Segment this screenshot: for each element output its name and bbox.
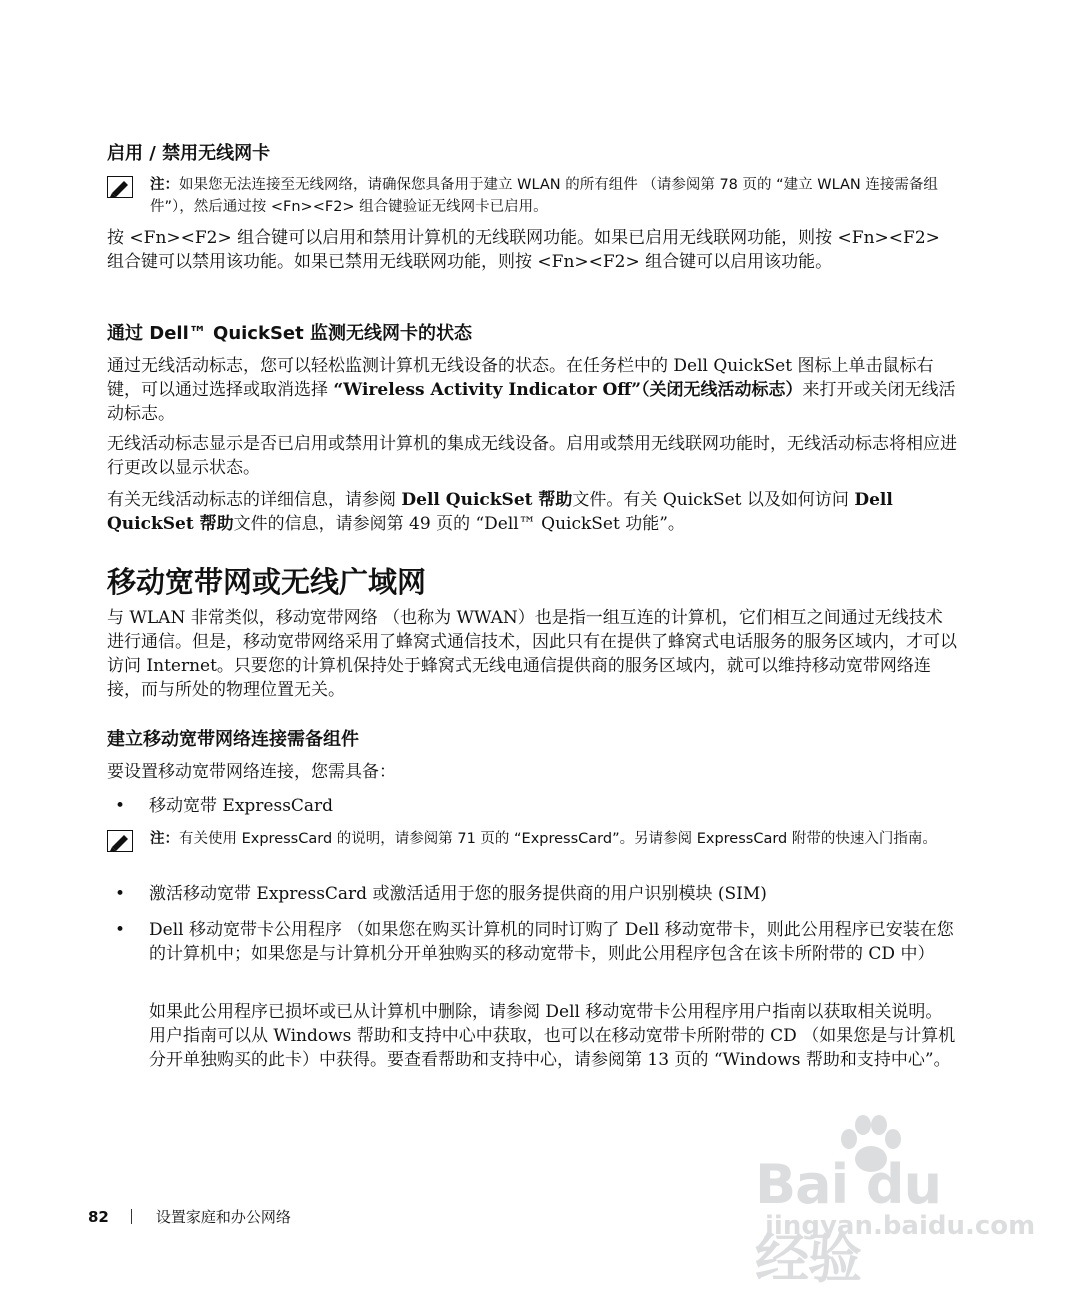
menu-option-name: “Wireless Activity Indicator Off”（关闭无线活动标志）	[333, 380, 803, 400]
note-expresscard	[150, 828, 956, 850]
paragraph-activity-indicator	[107, 354, 957, 426]
paragraph-fn-f2: 按 <Fn><F2> 组合键可以启用和禁用计算机的无线联网功能。如果已启用无线联网功能，则按 <Fn><F2> 组合键可以禁用该功能。如果已禁用无线联网功能，则按 <Fn><F2> 组合键可以启用该功能。	[107, 228, 940, 272]
section-heading-wwan-components: 建立移动宽带网络连接需备组件	[107, 729, 359, 750]
paragraph-utility-help: 如果此公用程序已损坏或已从计算机中删除，请参阅 Dell 移动宽带卡公用程序用户指南以获取相关说明。用户指南可以从 Windows 帮助和支持中心中获取，也可以在移动宽带卡所附带的 CD （如果您是与计算机分开单独购买的此卡）中获得。要查看帮助和支持中心，请参阅第 13 页的 “Windows 帮助和支持中心”。	[149, 1002, 956, 1070]
footer-divider	[131, 1209, 132, 1224]
text-run: 文件。有关 QuickSet 以及如何访问	[572, 490, 855, 510]
bullet-icon: •	[115, 920, 126, 940]
section-heading-enable-wireless: 启用 / 禁用无线网卡	[107, 143, 271, 164]
pencil-note-icon	[107, 830, 133, 852]
text-run: 通过无线活动标志，您可以轻松监测计算机无线设备的状态。在任务栏中的 Dell QuickSet 图标上单击鼠标右键，可以通过选择或取消选择	[107, 356, 934, 400]
watermark-url: jingyan.baidu.com	[765, 1211, 1036, 1241]
list-item-utility: Dell 移动宽带卡公用程序 （如果您在购买计算机的同时订购了 Dell 移动宽带卡，则此公用程序已安装在您的计算机中；如果您是与计算机分开单独购买的移动宽带卡，则此公用程序包含在该卡所附带的 CD 中）	[149, 920, 954, 964]
baidu-watermark	[735, 1115, 1036, 1290]
note-text: 有关使用 ExpressCard 的说明，请参阅第 71 页的 “ExpressCard”。另请参阅 ExpressCard 附带的快速入门指南。	[179, 831, 937, 847]
note-text: 如果您无法连接至无线网络，请确保您具备用于建立 WLAN 的所有组件 （请参阅第 78 页的 “建立 WLAN 连接需备组件”），然后通过按 <Fn><F2> 组合键验证无线网卡已启用。	[150, 177, 938, 215]
section-heading-quickset: 通过 Dell™ QuickSet 监测无线网卡的状态	[107, 323, 472, 344]
page-number: 82	[88, 1208, 109, 1226]
paragraph-requirements-intro: 要设置移动宽带网络连接，您需具备：	[107, 762, 396, 782]
bullet-icon: •	[115, 884, 126, 904]
text-run: 来打开或关闭无线活动标志。	[107, 380, 956, 424]
note-label: 注：	[150, 831, 179, 847]
quickset-help-ref: Dell QuickSet 帮助	[107, 490, 893, 534]
pencil-note-icon	[107, 176, 133, 198]
note-wlan-components	[150, 174, 956, 218]
paragraph-indicator-status: 无线活动标志显示是否已启用或禁用计算机的集成无线设备。启用或禁用无线联网功能时，无线活动标志将相应进行更改以显示状态。	[107, 434, 957, 478]
bullet-icon: •	[115, 796, 126, 816]
section-heading-wwan: 移动宽带网或无线广域网	[107, 565, 427, 599]
watermark-brand: Bai du 经验	[755, 1153, 942, 1290]
chapter-title: 设置家庭和办公网络	[155, 1208, 291, 1226]
note-label: 注：	[150, 177, 179, 193]
text-run: 有关无线活动标志的详细信息，请参阅	[107, 490, 402, 510]
paragraph-quickset-help	[107, 488, 957, 536]
paragraph-wwan: 与 WLAN 非常类似，移动宽带网络 （也称为 WWAN）也是指一组互连的计算机，它们相互之间通过无线技术进行通信。但是，移动宽带网络采用了蜂窝式通信技术，因此只有在提供了蜂窝式电话服务的服务区域内，才可以访问 Internet。只要您的计算机保持处于蜂窝式无线电通信提供商的服务区域内，就可以维持移动宽带网络连接，而与所处的物理位置无关。	[107, 608, 957, 700]
page-footer	[88, 1206, 291, 1228]
text-run: 文件的信息，请参阅第 49 页的 “Dell™ QuickSet 功能”。	[233, 514, 685, 534]
list-item-sim: 激活移动宽带 ExpressCard 或激活适用于您的服务提供商的用户识别模块 (SIM)	[149, 884, 767, 904]
quickset-help-ref: Dell QuickSet 帮助	[401, 490, 573, 510]
list-item-expresscard: 移动宽带 ExpressCard	[149, 796, 334, 816]
